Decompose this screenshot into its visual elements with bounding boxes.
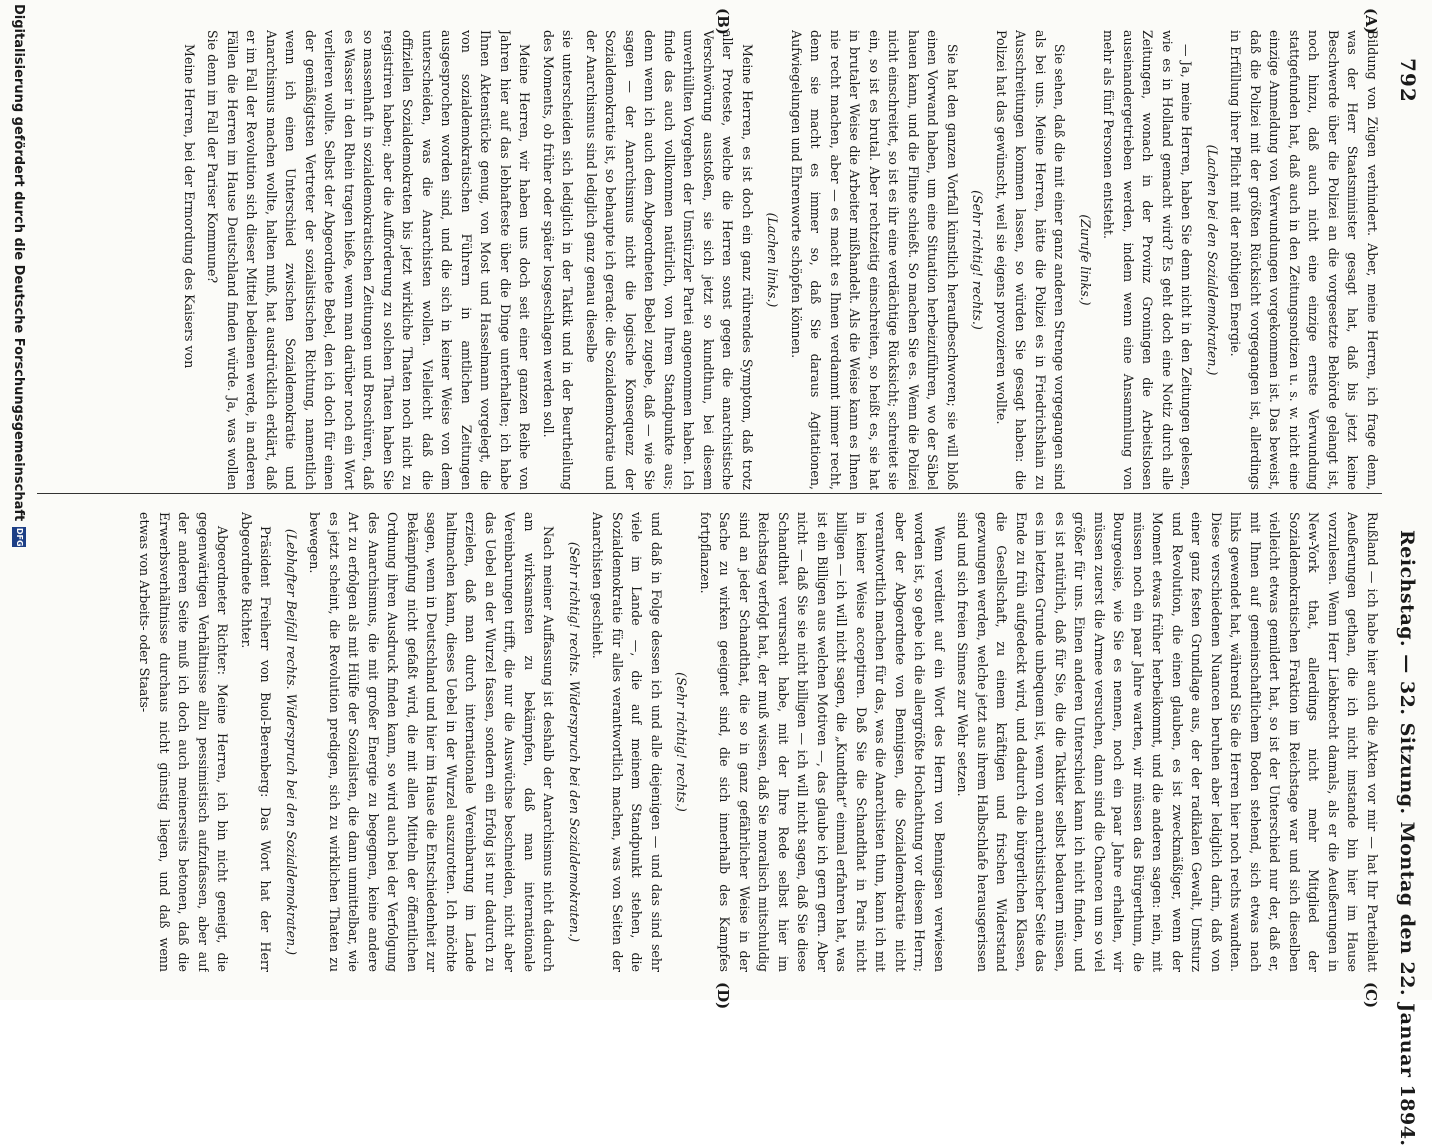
paragraph: Sie sehen, daß die mit einer ganz anderen Strenge vorgegangen sind als bei uns. Meine Herren, hätte die Polizei es in Friedrichshain zu Ausschreitungen kommen lassen, so würden Sie gesagt haben: die Polizei hat das gewünscht, weil sie eigens provozieren wollte. — [994, 30, 1068, 490]
margin-mark-c: (C) — [1362, 982, 1380, 1009]
paragraph: und daß in Folge dessen ich und alle diejenigen — und das sind sehr viele im Lande —, die auf meinem Standpunkt stehen, die Sozialdemokratie für alles verantwortlich machen, was von Seiten der Anarchisten geschieht. — [590, 512, 664, 972]
paragraph: Bildung von Zügen verhindert. Aber, meine Herren, ich frage denn, was der Herr Staatsminister gesagt hat, daß bis jetzt keine Beschwerde über die Polizei an die vorgesetzte Behörde gelangt ist, noch hinzu, daß auch nicht eine einzige ernste Verwundung stattgefunden hat, daß auch in den Zeitungsnotizen u. s. w. nicht eine einzige Anmeldung von Verwundungen vorgekommen ist. Das beweist, daß die Polizei mit der größten Rücksicht vorgegangen ist, allerdings in Erfüllung ihrer Pflicht mit der nöthigen Energie. — [1228, 30, 1380, 490]
paragraph: Meine Herren, es ist doch ein ganz rührendes Symptom, daß trotz aller Proteste, welche die Herren sonst gegen die anarchistische Verschwörung ausstoßen, sie sich jetzt so kundthun, bei diesem unverhüllten Vorgehen der Umstürzler Partei angenommen haben. Ich finde das auch vollkommen natürlich, von Ihrem Standpunkte aus; denn wenn ich auch dem Abgeordneten Bebel zugebe, daß — wie Sie sagen — der Anarchismus nicht die logische Konsequenz der Sozialdemokratie ist, so behaupte ich gerade: die Sozialdemokratie und der Anarchismus sind lediglich ganz genau dieselbe — [584, 30, 755, 490]
page-number: 792 — [1396, 58, 1420, 103]
digitization-footer — [8, 0, 30, 1004]
paragraph: Wenn verdient auf ein Wort des Herrn von Bennigsen verwiesen worden ist, so gebe ich die allergrößte Hochachtung vor diesem Herrn; aber der Abgeordnete von Bennigsen, die Sozialdemokratie nicht verantwortlich machen für das, was die Anarchisten thun, kann ich mit in keiner Weise acceptiren. Daß Sie die Schandthat in Paris nicht billigen — ich will nicht sagen, die „Kundthat“ einmal erfahren hat, was ist ein Billigen aus welchen Motiven —, das glaube ich gern gern. Aber nicht — daß Sie sie nicht billigen — ich will nicht sagen, daß Sie diese Schandthat verursacht habe, mit der Ihre Rede selbst hier im Reichstag verfolgt hat, der muß wissen, daß Sie moralisch mitschuldig sind an jeder Schandthat, die so in ganz gefährlicher Weise in der Sache zu wirken geeignet sind, die sich innerhalb des Kampfes fortpflanzen. — [698, 512, 947, 972]
running-title: Reichstag. — 32. Sitzung. Montag den 22. Januar 1894. — [1396, 530, 1418, 1147]
paragraph: sie unterscheiden sich lediglich in der Taktik und in der Beurtheilung des Moments, ob früher oder später losgeschlagen werden soll. — [541, 30, 576, 490]
stage-direction: (Zurufe links.) — [1078, 214, 1093, 306]
paragraph: Sie hat den ganzen Vorfall künstlich heraufbeschworen; sie will bloß einen Vorwand haben, um eine Situation herbeizuführen, wo der Säbel hauen kann, und die Flinte schießt. So machen Sie es. Wenn die Polizei nicht einschreitet, so ist es ihr eine verdächtige Rücksicht; schreitet sie ein, so ist es brutal. Aber rechtzeitig einschreiten, so heißt es, sie hat in brutaler Weise die Arbeiter mißhandelt. Als die Weise kann es Ihnen nie recht machen, aber — es macht es Ihnen verdammt immer recht, denn sie macht es immer so, daß Sie daraus Agitationen, Aufwiegelungen und Ehrenworte schöpfen können. — [789, 30, 960, 490]
digitization-note: Digitalisierung gefördert durch die Deutsche Forschungsgemeinschaft — [11, 4, 27, 522]
stage-direction: (Lachen bei den Sozialdemokraten.) — [1205, 144, 1220, 376]
margin-mark-a: (A) — [1362, 8, 1380, 34]
paragraph: — Ja, meine Herren, haben Sie denn nicht in den Zeitungen gelesen, wie es in Holland gemacht wird? Es geht doch eine Notiz durch alle Zeitungen, wonach in der Provinz Groningen die Arbeitslosen auseinandergetrieben werden, indem wenn eine Ansammlung von mehr als fünf Personen entsteht. — [1101, 30, 1195, 490]
left-column — [37, 30, 1382, 490]
paragraph: Meine Herren, bei der Ermordung des Kaisers von — [182, 44, 197, 369]
right-column — [37, 512, 1382, 972]
column-divider — [37, 493, 1382, 494]
stage-direction: (Sehr richtig! rechts. Widerspruch bei den Sozialdemokraten.) — [567, 541, 582, 943]
speaker-paragraph: Abgeordneter Richter: Meine Herren, ich bin nicht geneigt, die gegenwärtigen Verhältnisse allzu pessimistisch aufzufassen, aber auf der anderen Seite muß ich doch auch meinerseits betonen, daß die Erwerbsverhältnisse durchaus nicht günstig liegen, und daß wenn etwas von Arbeits- oder Staats- — [137, 512, 231, 972]
dfg-logo-icon: DFG — [12, 527, 26, 547]
stage-direction: (Sehr richtig! rechts.) — [970, 190, 986, 330]
paragraph: Rußland — ich habe hier auch die Akten vor mir — hat Ihr Parteiblatt Aeußerungen gethan, die ich nicht imstande bin hier im Hause vorzulesen. Wenn Herr Liebknecht damals, als er die Aeußerungen in New-York that, allerdings nicht mehr Mitglied der Sozialdemokratischen Fraktion im Reichstage war und sich dieselben vielleicht etwas gemildert hat, so ist der Unterschied nur der, daß er, mit Ihnen auf gemeinschaftlichem Boden stehend, sich etwas nach links gewendet hat, während Sie die Herren hier noch rechts wandten. Diese verschiedenen Nuancen beruhen aber lediglich darin, daß von einer ganz festen Grundlage aus, der der radikalen Gewalt, Umsturz und Revolution, die einen glauben, es ist zweckmäßiger, wenn der Moment etwas früher herbeikommt, und die anderen sagen: nein, mit müssen noch ein paar Jahre warten, wir müssen das Bürgerthum, die Bourgeoisie, wie Sie es nennen, noch ein paar Jahre erhalten, wir müssen zuerst die Armee versuchen, dann sind die Chancen um so viel größer für uns. Einen anderen Unterschied kann ich nicht finden, und es ist natürlich, daß für Sie, die die Taktiker selbst bedauern müssen, es im letzten Grunde unbequem ist, wenn von anarchistischer Seite das Ende zu früh aufgedeckt wird, und dadurch die bürgerlichen Klassen, die Gesellschaft, zu einem kräftigen und frischen Widerstand gezwungen werden, welche jetzt aus ihrem Halbschlafe herausgerissen sind und sich freien Sinnes zur Wehr setzen. — [955, 512, 1380, 972]
margin-mark-d: (D) — [714, 982, 732, 1010]
stage-direction: (Lachen links.) — [765, 212, 781, 308]
speaker-paragraph: Präsident Freiherr von Buol-Berenberg: Das Wort hat der Herr Abgeordnete Richter. — [239, 512, 274, 972]
margin-mark-b: (B) — [714, 8, 732, 35]
paragraph: Meine Herren, wir haben uns doch seit einer ganzen Reihe von Jahren hier auf das lebhafteste über die Dinge unterhalten; ich habe Ihnen Aktenstücke genug, von Most und Hasselmann vorgelegt, die von sozialdemokratischen Führern in amtlichen Zeitungen ausgesprochen worden sind, und die sich in keiner Weise von dem unterscheiden, was die Anarchisten wollen. Vielleicht daß die offiziellen Sozialdemokraten bis jetzt wirkliche Thaten noch nicht zu registriren haben; aber die Aufforderung zu solchen Thaten haben Sie so massenhaft in sozialdemokratischen Zeitungen und Broschüren, daß es Wasser in den Rhein tragen hieße, wenn man darüber noch ein Wort verlieren wollte. Selbst der Abgeordnete Bebel, den ich doch für einen der gemäßigtsten Vertreter der sozialistischen Richtung, namentlich wenn ich einen Unterschied zwischen Sozialdemokratie und Anarchismus machen wollte, halten muß, hat ausdrücklich erklärt, daß er im Fall der Revolution sich dieser Mittel bedienen werde, in anderen Fällen die Herren im Hause Deutschland finden würde. Ja, was wollen Sie denn im Fall der Pariser Kommune? — [205, 30, 533, 490]
stage-direction: (Lebhafter Beifall rechts. Widerspruch bei den Sozialdemokraten.) — [284, 528, 299, 956]
paragraph: Nach meiner Auffassung ist deshalb der Anarchismus nicht dadurch am wirksamsten zu bekämpfen, daß man internationale Vereinbarungen trifft, die nur die Auswüchse beschneiden, nicht aber das Uebel an der Wurzel fassen, sondern ein Erfolg ist nur dadurch zu erzielen, daß man durch internationale Vereinbarung im Lande haltmachen kann, dieses Uebel in der Wurzel auszurotten. Ich möchte sagen, wenn in Deutschland und hier im Hause die Entschiedenheit zur Bekämpfung nicht gefaßt wird, die mit allen Mitteln der öffentlichen Ordnung ihren Ausdruck finden kann, so wird auch bei der Verfolgung des Anarchismus, die mit großer Energie zu begegnen, keine andere Art zu erfolgen als mit Hülfe der Sozialisten, die dann unmittelbar, wie es jetzt scheint, die Revolution predigen, sich zu wirklichen Thaten zu bewegen. — [307, 512, 557, 972]
stage-direction: (Sehr richtig! rechts.) — [674, 672, 690, 812]
page-header — [1392, 0, 1422, 1147]
